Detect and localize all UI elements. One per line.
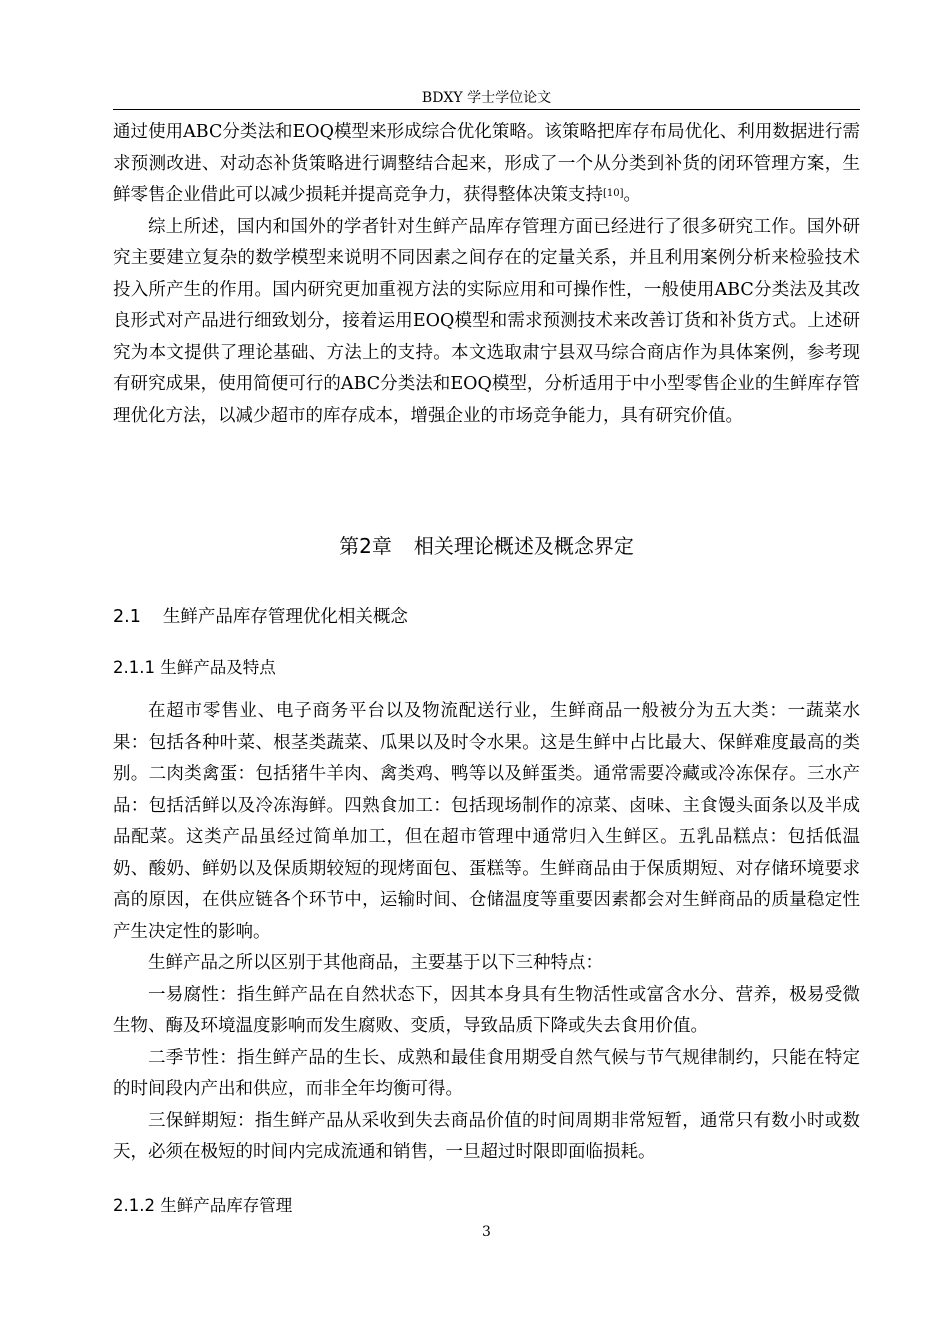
chapter-heading [113,530,860,562]
intro-paragraph-2: 综上所述，国内和国外的学者针对生鲜产品库存管理方面已经进行了很多研究工作。国外研究主要建立复杂的数学模型来说明不同因素之间存在的定量关系，并且利用案例分析来检验技术投入所产生的作用。国内研究更加重视方法的实际应用和可操作性，一般使用ABC分类法及其改良形式对产品进行细致划分，接着运用EOQ模型和需求预测技术来改善订货和补货方式。上述研究为本文提供了理论基础、方法上的支持。本文选取肃宁县双马综合商店作为具体案例，参考现有研究成果，使用简便可行的ABC分类法和EOQ模型，分析适用于中小型零售企业的生鲜库存管理优化方法，以减少超市的库存成本，增强企业的市场竞争能力，具有研究价值。 [113,216,860,426]
section-title: 生鲜产品库存管理优化相关概念 [162,607,408,627]
intro-paragraph-1: 通过使用ABC分类法和EOQ模型来形成综合优化策略。该策略把库存布局优化、利用数据进行需求预测改进、对动态补货策略进行调整结合起来，形成了一个从分类到补货的闭环管理方案，生鲜零售企业借此可以减少损耗并提高竞争力，获得整体决策支持[10]。 [113,122,860,205]
paragraph-features-intro: 生鲜产品之所以区别于其他商品，主要基于以下三种特点： [148,953,603,973]
intro-text [113,117,860,432]
chapter-number: 第2章 [339,534,392,558]
chapter-title: 相关理论概述及概念界定 [413,534,634,558]
section-2-1-1-text [113,696,860,1169]
subsection-heading-2-1-2: 2.1.2 生鲜产品库存管理 [113,1196,293,1215]
paragraph-categories: 在超市零售业、电子商务平台以及物流配送行业，生鲜商品一般被分为五大类：一蔬菜水果：包括各种叶菜、根茎类蔬菜、瓜果以及时令水果。这是生鲜中占比最大、保鲜难度最高的类别。二肉类禽蛋：包括猪牛羊肉、禽类鸡、鸭等以及鲜蛋类。通常需要冷藏或冷冻保存。三水产品：包括活鲜以及冷冻海鲜。四熟食加工：包括现场制作的凉菜、卤味、主食馒头面条以及半成品配菜。这类产品虽经过简单加工，但在超市管理中通常归入生鲜区。五乳品糕点：包括低温奶、酸奶、鲜奶以及保质期较短的现烤面包、蛋糕等。生鲜商品由于保质期短、对存储环境要求高的原因，在供应链各个环节中，运输时间、仓储温度等重要因素都会对生鲜商品的质量稳定性产生决定性的影响。 [113,701,860,942]
paragraph-short-shelf-life: 三保鲜期短：指生鲜产品从采收到失去商品价值的时间周期非常短暂，通常只有数小时或数天，必须在极短的时间内完成流通和销售，一旦超过时限即面临损耗。 [113,1110,860,1162]
paragraph-seasonality: 二季节性：指生鲜产品的生长、成熟和最佳食用期受自然气候与节气规律制约，只能在特定的时间段内产出和供应，而非全年均衡可得。 [113,1047,860,1099]
subsection-heading-2-1-1: 2.1.1 生鲜产品及特点 [113,658,276,677]
running-header: BDXY 学士学位论文 [421,90,552,106]
section-number: 2.1 [113,607,141,627]
page-number: 3 [482,1224,491,1240]
paragraph-perishability: 一易腐性：指生鲜产品在自然状态下，因其本身具有生物活性或富含水分、营养，极易受微生物、酶及环境温度影响而发生腐败、变质，导致品质下降或失去食用价值。 [113,984,860,1036]
section-heading-2-1 [113,603,408,631]
citation-ref: [10] [603,188,624,199]
header-rule [113,109,860,110]
